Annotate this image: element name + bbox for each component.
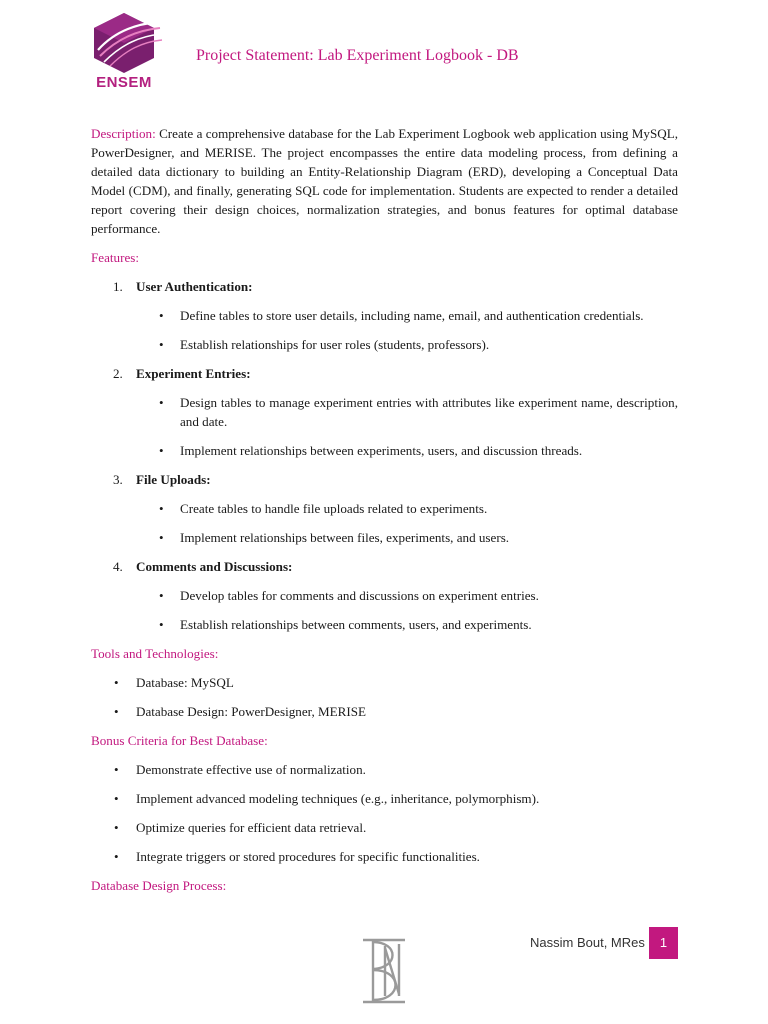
list-item: • Optimize queries for efficient data retrieval. bbox=[91, 818, 678, 837]
feature-title: File Uploads: bbox=[136, 472, 211, 487]
list-item: • Establish relationships between comments, users, and experiments. bbox=[91, 615, 678, 634]
ensem-logo-icon bbox=[84, 10, 164, 76]
feature-title: Experiment Entries: bbox=[136, 366, 251, 381]
feature-bullets bbox=[91, 393, 678, 460]
list-item: • Implement relationships between experiments, users, and discussion threads. bbox=[91, 441, 678, 460]
bonus-heading: Bonus Criteria for Best Database: bbox=[91, 733, 268, 748]
list-item: • Establish relationships for user roles (students, professors). bbox=[91, 335, 678, 354]
feature-number: 3. bbox=[113, 472, 123, 487]
feature-item bbox=[91, 277, 678, 296]
description-text: Create a comprehensive database for the Lab Experiment Logbook web application using MySQL, PowerDesigner, and MERISE. The project encompasses the entire data modeling process, from defining a detailed data dictionary to building an Entity-Relationship Diagram (ERD), developing a Conceptual Data Model (CDM), and finally, generating SQL code for implementation. Students are expected to render a detailed report covering their design choices, normalization strategies, and bonus features for optimal database performance. bbox=[91, 126, 678, 236]
feature-item bbox=[91, 557, 678, 576]
feature-bullets bbox=[91, 306, 678, 354]
bonus-bullets bbox=[91, 760, 678, 866]
footer-author: Nassim Bout, MRes bbox=[530, 935, 645, 950]
features-heading: Features: bbox=[91, 250, 139, 265]
list-item: • Implement relationships between files, experiments, and users. bbox=[91, 528, 678, 547]
monogram-logo-icon bbox=[355, 936, 413, 1006]
list-item: • Define tables to store user details, including name, email, and authentication credentials. bbox=[91, 306, 678, 325]
list-item: • Integrate triggers or stored procedures for specific functionalities. bbox=[91, 847, 678, 866]
document-body bbox=[91, 124, 678, 895]
description-paragraph bbox=[91, 124, 678, 238]
list-item: • Create tables to handle file uploads related to experiments. bbox=[91, 499, 678, 518]
feature-number: 1. bbox=[113, 279, 123, 294]
list-item: • Demonstrate effective use of normalization. bbox=[91, 760, 678, 779]
feature-number: 4. bbox=[113, 559, 123, 574]
feature-item bbox=[91, 470, 678, 489]
feature-title: User Authentication: bbox=[136, 279, 253, 294]
list-item: • Database: MySQL bbox=[91, 673, 678, 692]
process-heading: Database Design Process: bbox=[91, 878, 227, 893]
tools-bullets bbox=[91, 673, 678, 721]
feature-number: 2. bbox=[113, 366, 123, 381]
feature-bullets bbox=[91, 586, 678, 634]
feature-item bbox=[91, 364, 678, 383]
ensem-logo bbox=[84, 10, 164, 98]
feature-bullets bbox=[91, 499, 678, 547]
tools-heading: Tools and Technologies: bbox=[91, 646, 219, 661]
list-item: • Database Design: PowerDesigner, MERISE bbox=[91, 702, 678, 721]
description-label: Description: bbox=[91, 126, 156, 141]
logo-text: ENSEM bbox=[96, 74, 152, 91]
page-number: 1 bbox=[649, 927, 678, 959]
document-title: Project Statement: Lab Experiment Logbook - DB bbox=[196, 47, 519, 64]
list-item: • Develop tables for comments and discussions on experiment entries. bbox=[91, 586, 678, 605]
feature-title: Comments and Discussions: bbox=[136, 559, 293, 574]
list-item: • Design tables to manage experiment entries with attributes like experiment name, description, and date. bbox=[91, 393, 678, 431]
list-item: • Implement advanced modeling techniques (e.g., inheritance, polymorphism). bbox=[91, 789, 678, 808]
